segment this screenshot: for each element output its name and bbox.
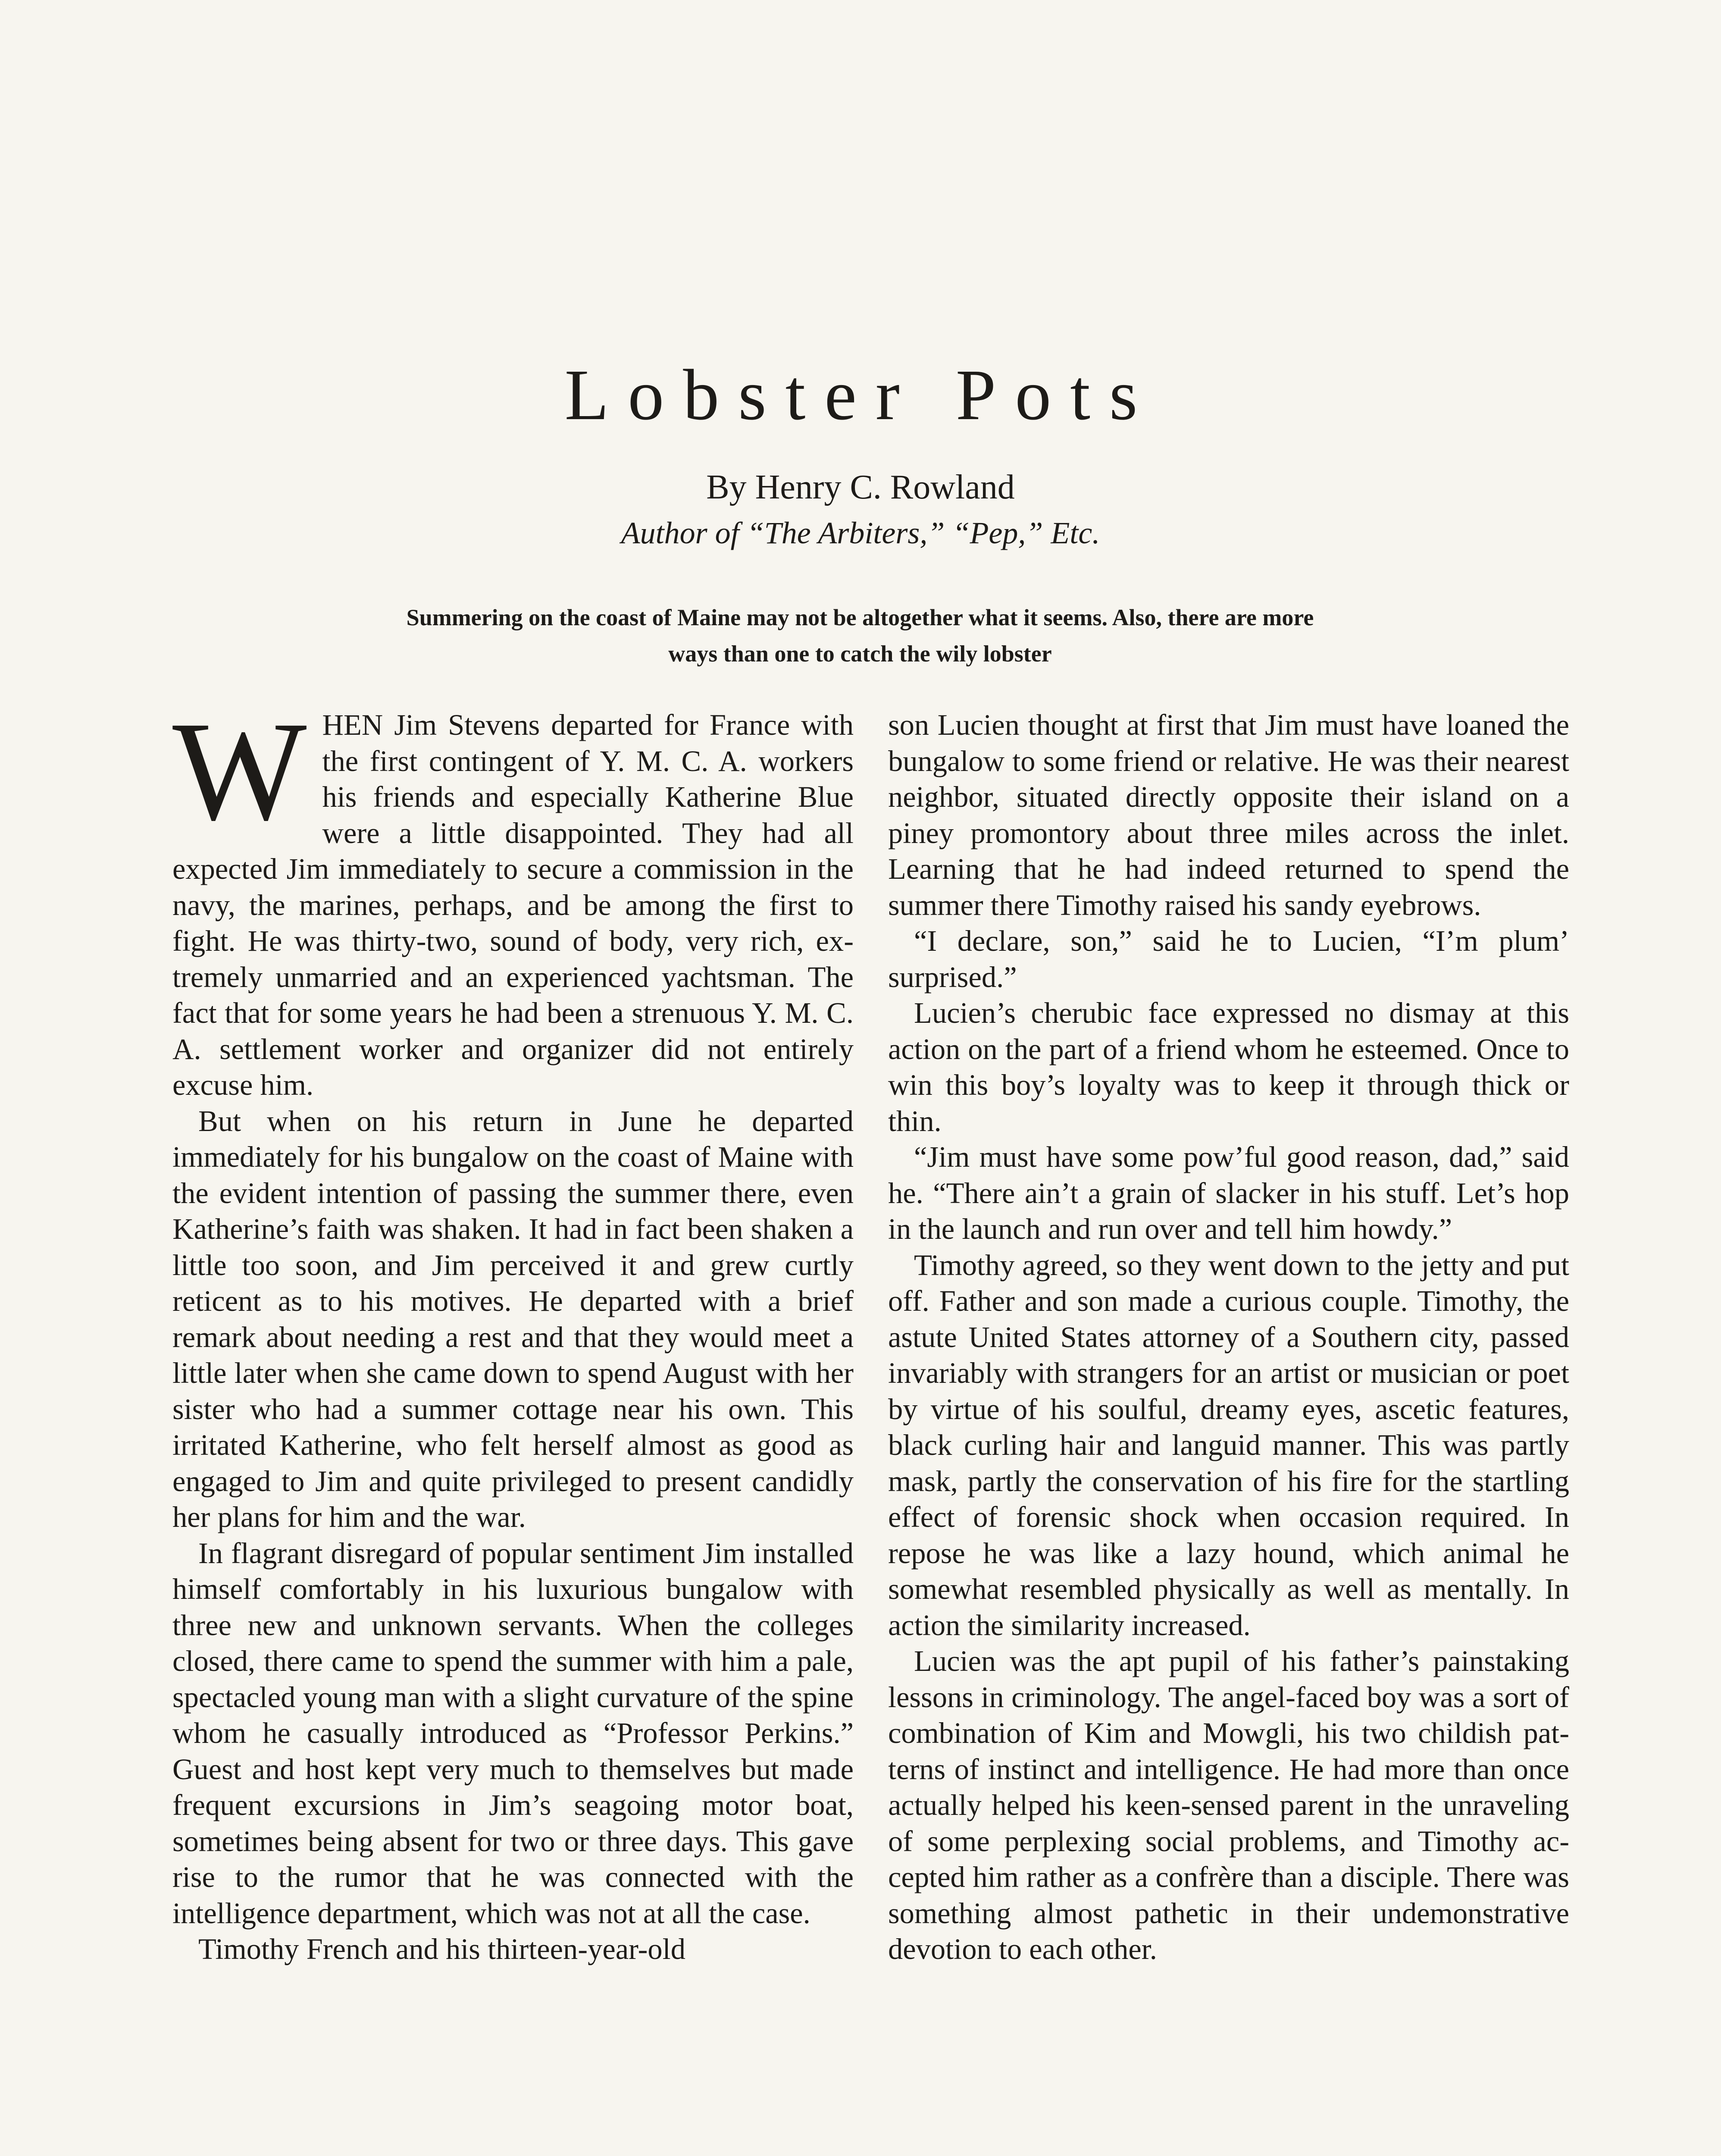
- left-column: [172, 693, 854, 1968]
- paragraph: Lucien’s cherubic face expressed no dismay at this action on the part of a friend whom he esteemed. Once to win this boy’s loyalty was to keep it through thick or thin.: [888, 997, 1569, 1138]
- paragraph: [172, 693, 854, 1103]
- author-byline: By Henry C. Rowland: [706, 468, 1015, 506]
- paragraph: Lucien was the apt pupil of his father’s painstaking lessons in criminology. The angel-faced boy was a sort of combination of Kim and Mowgli, his two childish patterns of instinct and intelligence. He had more than once actually helped his keen-sensed parent in the unraveling of some perplexing social problems, and Timothy accepted him rather as a confrère than a disciple. There was something almost pathetic in their undemonstrative devotion to each other.: [888, 1645, 1569, 1965]
- author-credits: Author of “The Arbiters,” “Pep,” Etc.: [621, 516, 1100, 550]
- paragraph: “I declare, son,” said he to Lucien, “I’m plum’ surprised.”: [888, 924, 1569, 993]
- paragraph: In flagrant disregard of popular sentiment Jim installed himself comfortably in his luxurious bungalow with three new and unknown servants. When the colleges closed, there came to spend the summer with him a pale, spectacled young man with a slight curvature of the spine whom he casually introduced as “Professor Perkins.” Guest and host kept very much to themselves but made frequent excursions in Jim’s seagoing motor boat, sometimes being absent for two or three days. This gave rise to the rumor that he was connected with the intelligence department, which was not at all the case.: [172, 1536, 854, 1930]
- paragraph: Timothy French and his thirteen-year-old: [198, 1933, 685, 1965]
- right-column: [888, 707, 1569, 1968]
- paragraph: But when on his return in June he departed immediately for his bungalow on the coast of Maine with the evident intention of passing the summer there, even Katherine’s faith was shaken. It had in fact been shaken a little too soon, and Jim perceived it and grew curtly reticent as to his motives. He departed with a brief remark about needing a rest and that they would meet a little later when she came down to spend August with her sister who had a summer cottage near his own. This irritated Katherine, who felt herself almost as good as engaged to Jim and quite privileged to present candidly her plans for him and the war.: [172, 1104, 854, 1533]
- drop-cap: W: [172, 693, 307, 850]
- paragraph: “Jim must have some pow’ful good reason, dad,” said he. “There ain’t a grain of slacker in his stuff. Let’s hop in the launch and run over and tell him howdy.”: [888, 1141, 1569, 1245]
- paragraph-text: HEN Jim Stevens departed for France with the first contingent of Y. M. C. A. workers his friends and especially Katherine Blue were a little disappointed. They had all expected Jim immediately to secure a commission in the navy, the marines, perhaps, and be among the first to fight. He was thirty-two, sound of body, very rich, extremely unmarried and an experienced yachtsman. The fact that for some years he had been a strenuous Y. M. C. A. settlement worker and organizer did not entirely excuse him.: [172, 708, 854, 1101]
- paragraph: son Lucien thought at first that Jim must have loaned the bungalow to some friend or relative. He was their nearest neighbor, situated directly opposite their island on a piney promontory about three miles across the inlet. Learning that he had indeed returned to spend the summer there Timothy raised his sandy eyebrows.: [888, 708, 1569, 921]
- paragraph: Timothy agreed, so they went down to the jetty and put off. Father and son made a curious couple. Timothy, the astute United States attorney of a Southern city, passed invariably with strangers for an artist or musician or poet by virtue of his soulful, dreamy eyes, ascetic features, black curling hair and languid manner. This was partly mask, partly the conservation of his fire for the startling effect of forensic shock when occasion required. In repose he was like a lazy hound, which animal he somewhat resembled physically as well as mentally. In action the similarity increased.: [888, 1248, 1569, 1642]
- article-deck: Summering on the coast of Maine may not be altogether what it seems. Also, there are more ways than one to catch the wily lobster: [406, 605, 1314, 667]
- article-title: Lobster Pots: [564, 355, 1157, 435]
